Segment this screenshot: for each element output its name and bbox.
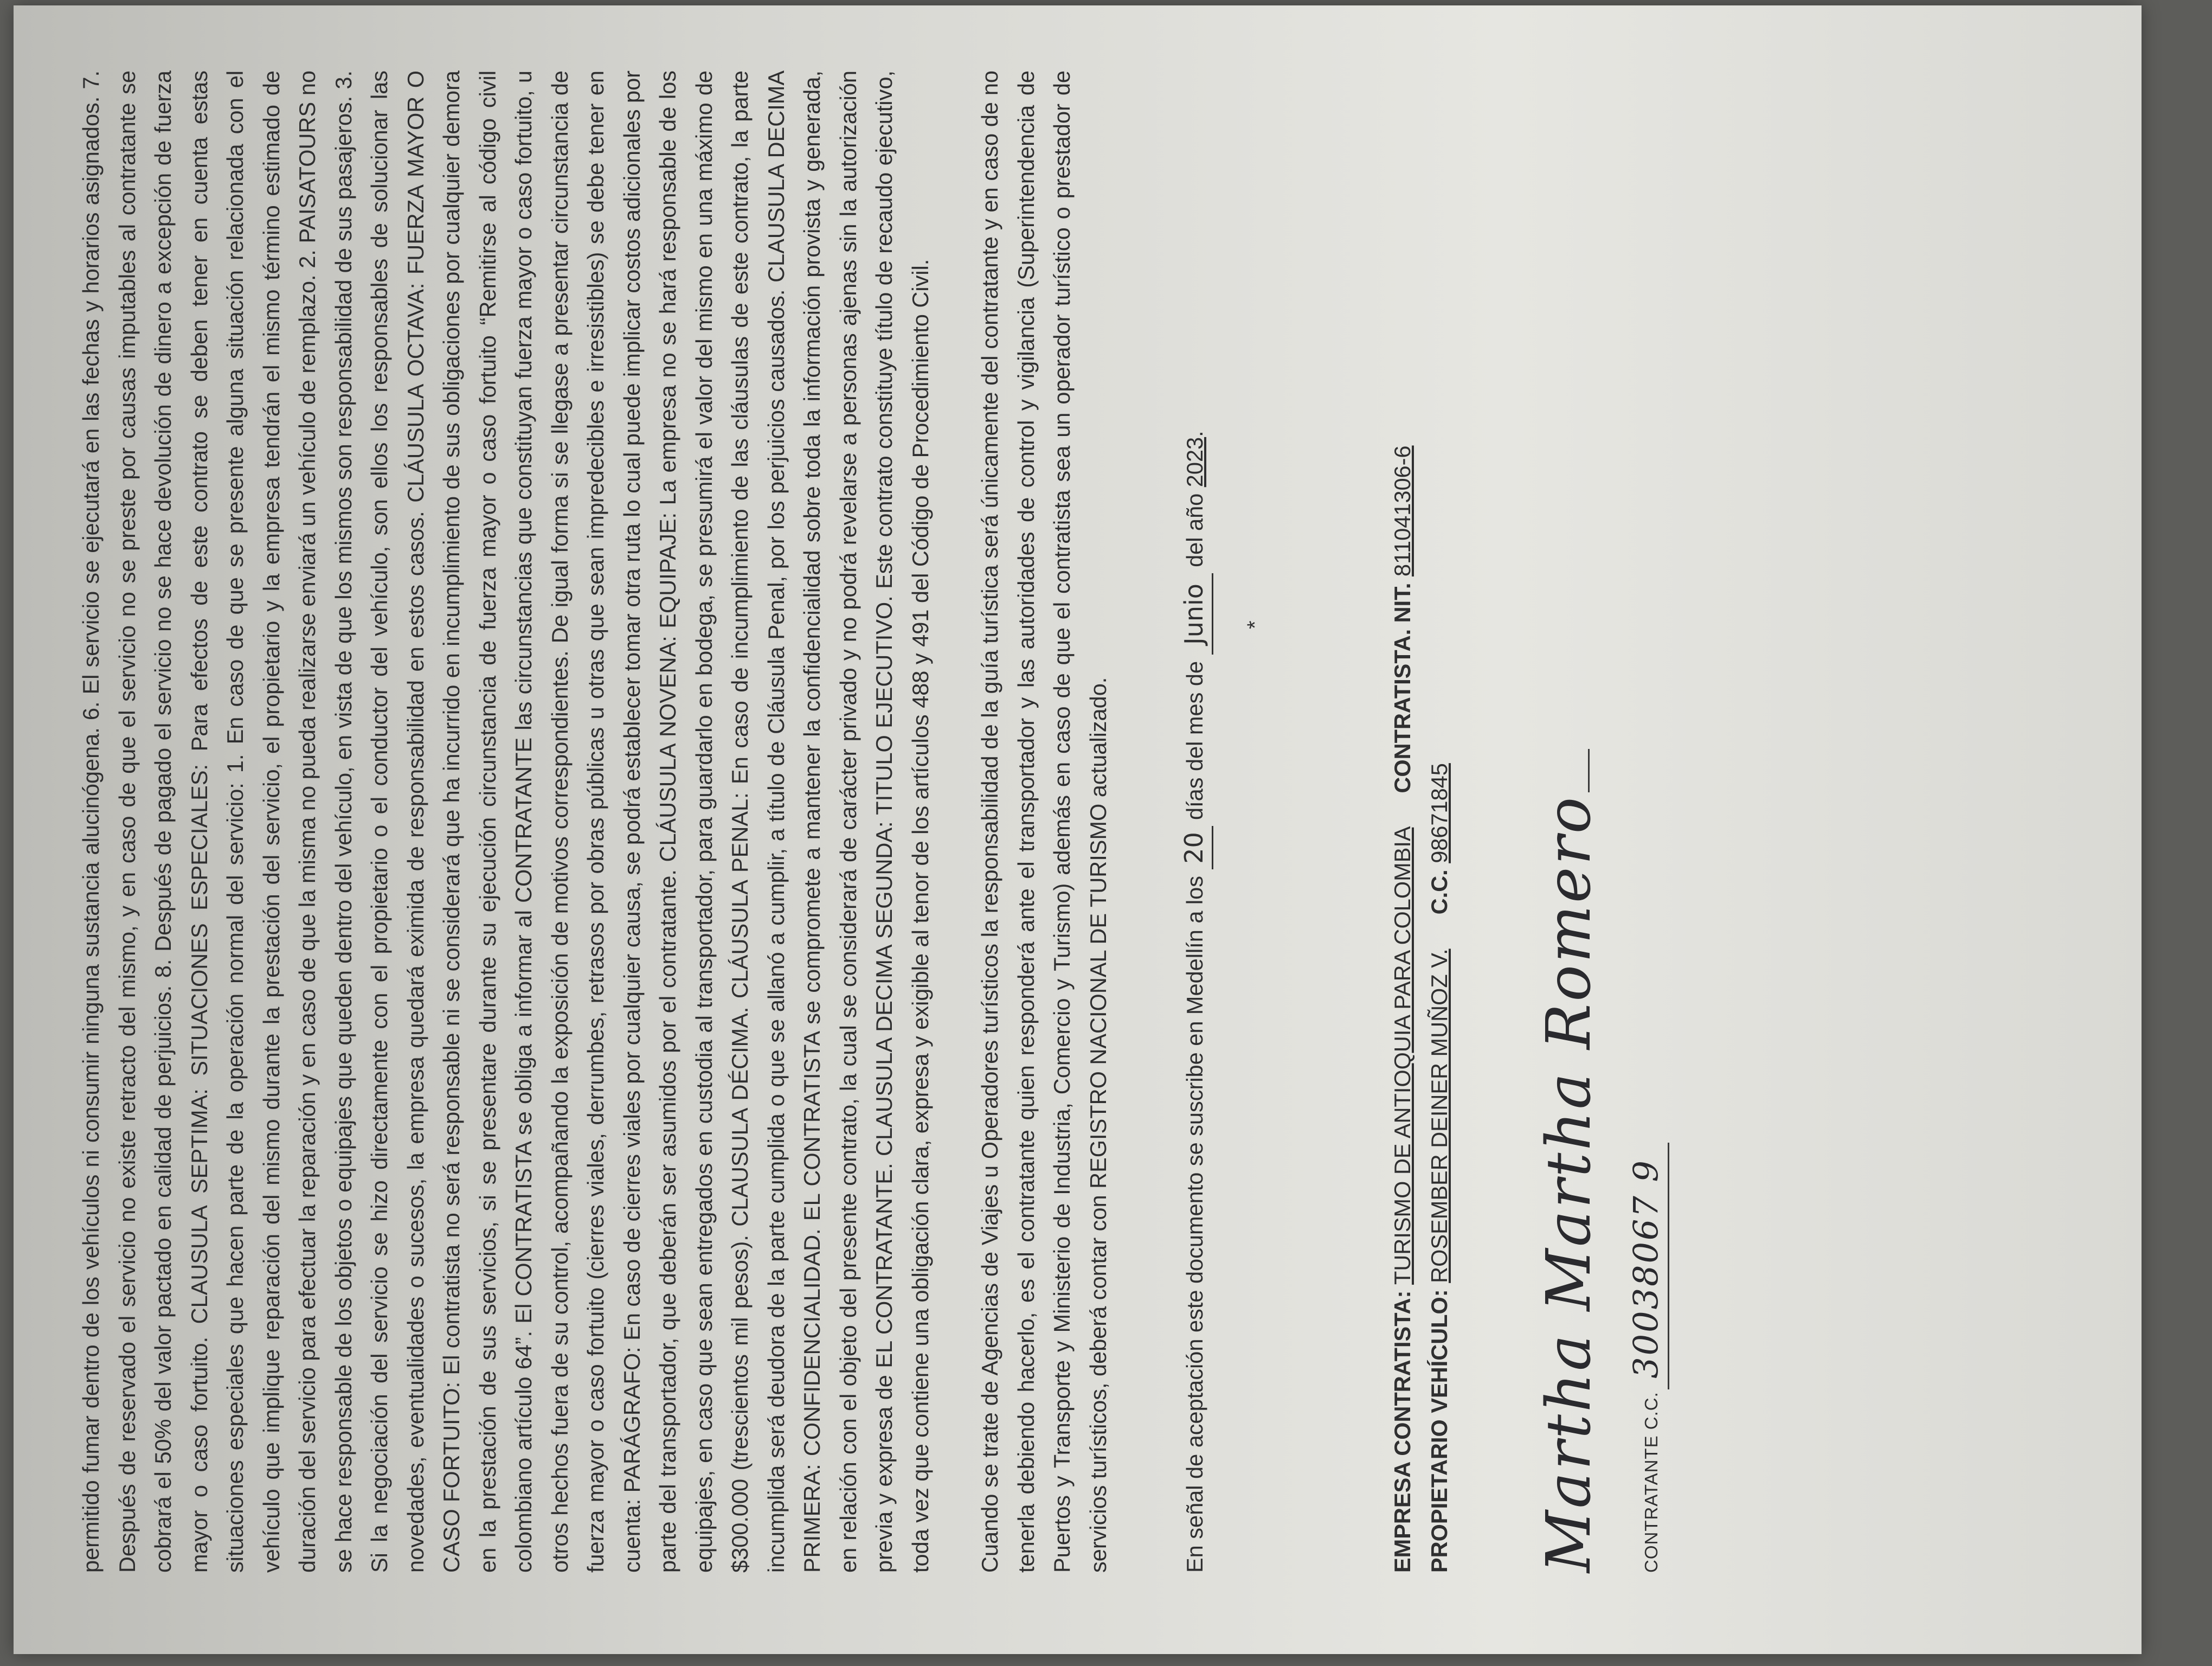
acceptance-suffix: . bbox=[1182, 431, 1207, 437]
owner-cc: 98671845 bbox=[1426, 763, 1452, 863]
company-name: TURISMO DE ANTIOQUIA PARA COLOMBIA bbox=[1390, 827, 1415, 1285]
document-sheet bbox=[14, 5, 2142, 1654]
acceptance-month-field: Junio bbox=[1176, 573, 1213, 655]
tour-operator-paragraph: Cuando se trate de Agencias de Viajes u Operadores turísticos la responsabilidad de la guía turística será únicamente del contratante y en caso de no tenerla debiendo hacerlo, es el contratante quien responderá ante el transportador y las autoridades de control y vigilancia (Superintendencia de Puertos y Transporte y Ministerio de Industria, Comercio y Turismo) además en caso de que el contratista sea un operador turístico o prestador de servicios turísticos, deberá contar con REGISTRO NACIONAL DE TURISMO actualizado. bbox=[977, 71, 1111, 1573]
acceptance-prefix: En señal de aceptación este documento se suscribe en Medellín a los bbox=[1182, 876, 1207, 1573]
acceptance-middle: días del mes de bbox=[1182, 661, 1207, 820]
contract-clauses-paragraph: permitido fumar dentro de los vehículos ni consumir ninguna sustancia alucinógena. 6. El servicio se ejecutará en las fechas y horarios asignados. 7. Después de reservado el servicio no existe retracto del mismo, y en caso de que el servicio no se preste por causas imputables al contratante se cobrará el 50% del valor pactado en calidad de perjuicios. 8. Después de pagado el servicio no se hace devolución de dinero a excepción de fuerza mayor o caso fortuito. CLAUSULA SEPTIMA: SITUACIONES ESPECIALES: Para efectos de este contrato se deben tener en cuenta estas situaciones especiales que hacen parte de la operación normal del servicio: 1. En caso de que se presente alguna situación relacionada con el vehículo que implique reparación del mismo durante la prestación del servicio, el propietario y la empresa tendrán el mismo término estimado de duración del servicio para efectuar la reparación y en caso de que la misma no pueda realizarse enviará un vehículo de remplazo. 2. PAISATOURS no se hace responsable de los objetos o equipajes que queden dentro del vehículo, en vista de que los mismos son responsabilidad de sus pasajeros. 3. Si la negociación del servicio se hizo directamente con el propietario o el conductor del vehículo, son ellos los responsables de solucionar las novedades, eventualidades o sucesos, la empresa quedará eximida de responsabilidad en estos casos. CLÁUSULA OCTAVA: FUERZA MAYOR O CASO FORTUITO: El contratista no será responsable ni se considerará que ha incurrido en incumplimiento de sus obligaciones por cualquier demora en la prestación de sus servicios, si se presentare durante su ejecución circunstancia de fuerza mayor o caso fortuito “Remitirse al código civil colombiano artículo 64”. El CONTRATISTA se obliga a informar al CONTRATANTE las circunstancias que constituyan fuerza mayor o caso fortuito, u otros hechos fuera de su control, acompañando la exposición de motivos correspondientes. De igual forma si se llegase a presentar circunstancia de fuerza mayor o caso fortuito (cierres viales, derrumbes, retrasos por obras públicas u otras que sean impredecibles e irresistibles) se debe tener en cuenta: PARÁGRAFO: En caso de cierres viales por cualquier causa, se podrá establecer tomar otra ruta lo cual puede implicar costos adicionales por parte del transportador, que deberán ser asumidos por el contratante. CLÁUSULA NOVENA: EQUIPAJE: La empresa no se hará responsable de los equipajes, en caso que sean entregados en custodia al transportador, para guardarlo en bodega, se presumirá el valor del mismo en una máximo de $300.000 (trescientos mil pesos). CLAUSULA DÉCIMA. CLÁUSULA PENAL: En caso de incumplimiento de las cláusulas de este contrato, la parte incumplida será deudora de la parte cumplida o que se allanó a cumplir, a título de Cláusula Penal, por los perjuicios causados. CLAUSULA DECIMA PRIMERA: CONFIDENCIALIDAD. EL CONTRATISTA se compromete a mantener la confidencialidad sobre toda la información provista y generada, en relación con el objeto del presente contrato, la cual se considerará de carácter privado y no podrá revelarse a personas ajenas sin la autorización previa y expresa de EL CONTRATANTE. CLAUSULA DECIMA SEGUNDA: TITULO EJECUTIVO. Este contrato constituye título de recaudo ejecutivo, toda vez que contiene una obligación clara, expresa y exigible al tenor de los artículos 488 y 491 del Código de Procedimiento Civil. bbox=[78, 71, 933, 1573]
stray-mark: * bbox=[1243, 620, 1267, 629]
company-nit-label: NIT. bbox=[1390, 582, 1415, 623]
signature-cc-block bbox=[1626, 1143, 1669, 1573]
owner-cc-label: C.C. bbox=[1426, 869, 1452, 915]
company-line bbox=[1384, 71, 1421, 1573]
acceptance-day-field: 20 bbox=[1176, 826, 1213, 869]
company-nit: 811041306-6 bbox=[1390, 445, 1415, 577]
acceptance-connector: del año bbox=[1182, 493, 1207, 567]
signature-name: Martha Martha Romero bbox=[1534, 794, 1604, 1573]
company-role: CONTRATISTA. bbox=[1390, 629, 1415, 793]
acceptance-year: 2023 bbox=[1182, 437, 1207, 488]
owner-label: PROPIETARIO VEHÍCULO: bbox=[1426, 1289, 1452, 1573]
document-page bbox=[14, 5, 2142, 1654]
signature-cc: 30038067 9 bbox=[1626, 1159, 1666, 1379]
owner-name: ROSEMBER DEINER MUÑOZ V. bbox=[1426, 949, 1452, 1283]
parties-block bbox=[1384, 71, 1458, 1573]
signature-label: CONTRATANTE C.C. bbox=[1641, 1392, 1661, 1573]
company-label: EMPRESA CONTRATISTA: bbox=[1390, 1290, 1415, 1573]
acceptance-line bbox=[1176, 71, 1213, 1573]
owner-line bbox=[1421, 71, 1458, 1573]
signature-area bbox=[1534, 71, 1859, 1573]
handwritten-signature bbox=[1534, 749, 1604, 1573]
